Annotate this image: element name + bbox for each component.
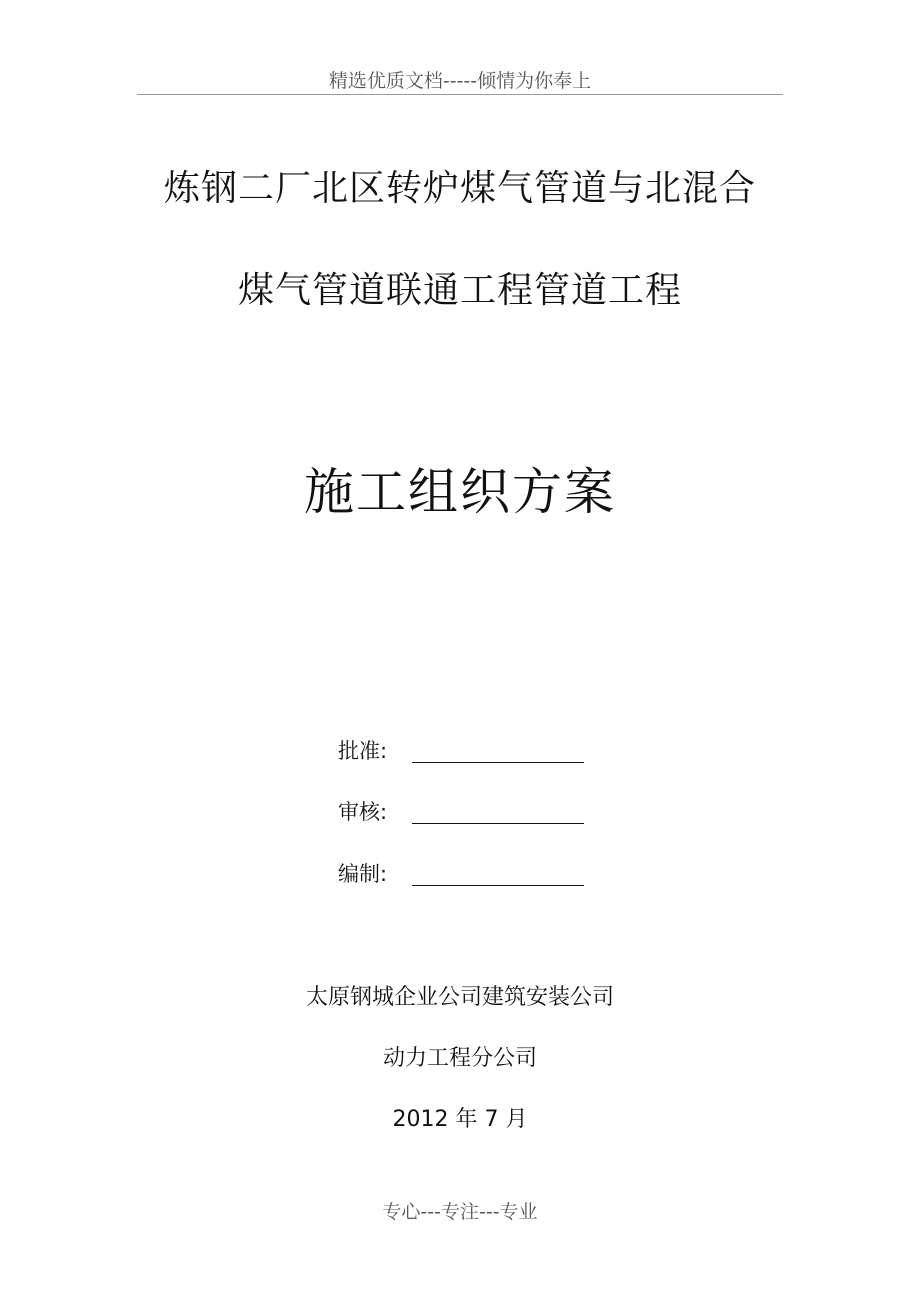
project-title-line-1: 炼钢二厂北区转炉煤气管道与北混合 <box>163 168 756 209</box>
review-label: 审核: <box>338 800 388 824</box>
document-title: 施工组织方案 <box>304 463 616 521</box>
review-row <box>338 795 584 825</box>
compile-label: 编制: <box>338 862 388 886</box>
approval-row <box>338 734 584 764</box>
division-name: 动力工程分公司 <box>382 1046 537 1071</box>
project-title-line-2: 煤气管道联通工程管道工程 <box>237 270 682 311</box>
compile-signature-line <box>412 885 584 886</box>
header-divider <box>137 94 783 95</box>
company-name: 太原钢城企业公司建筑安装公司 <box>305 985 614 1010</box>
page-header-text: 精选优质文档-----倾情为你奉上 <box>328 70 592 92</box>
document-date: 2012 年 7 月 <box>392 1107 528 1132</box>
approval-signature-line <box>412 762 584 763</box>
page-footer-text: 专心---专注---专业 <box>382 1201 538 1223</box>
review-signature-line <box>412 823 584 824</box>
compile-row <box>338 857 584 887</box>
approval-label: 批准: <box>338 739 388 763</box>
